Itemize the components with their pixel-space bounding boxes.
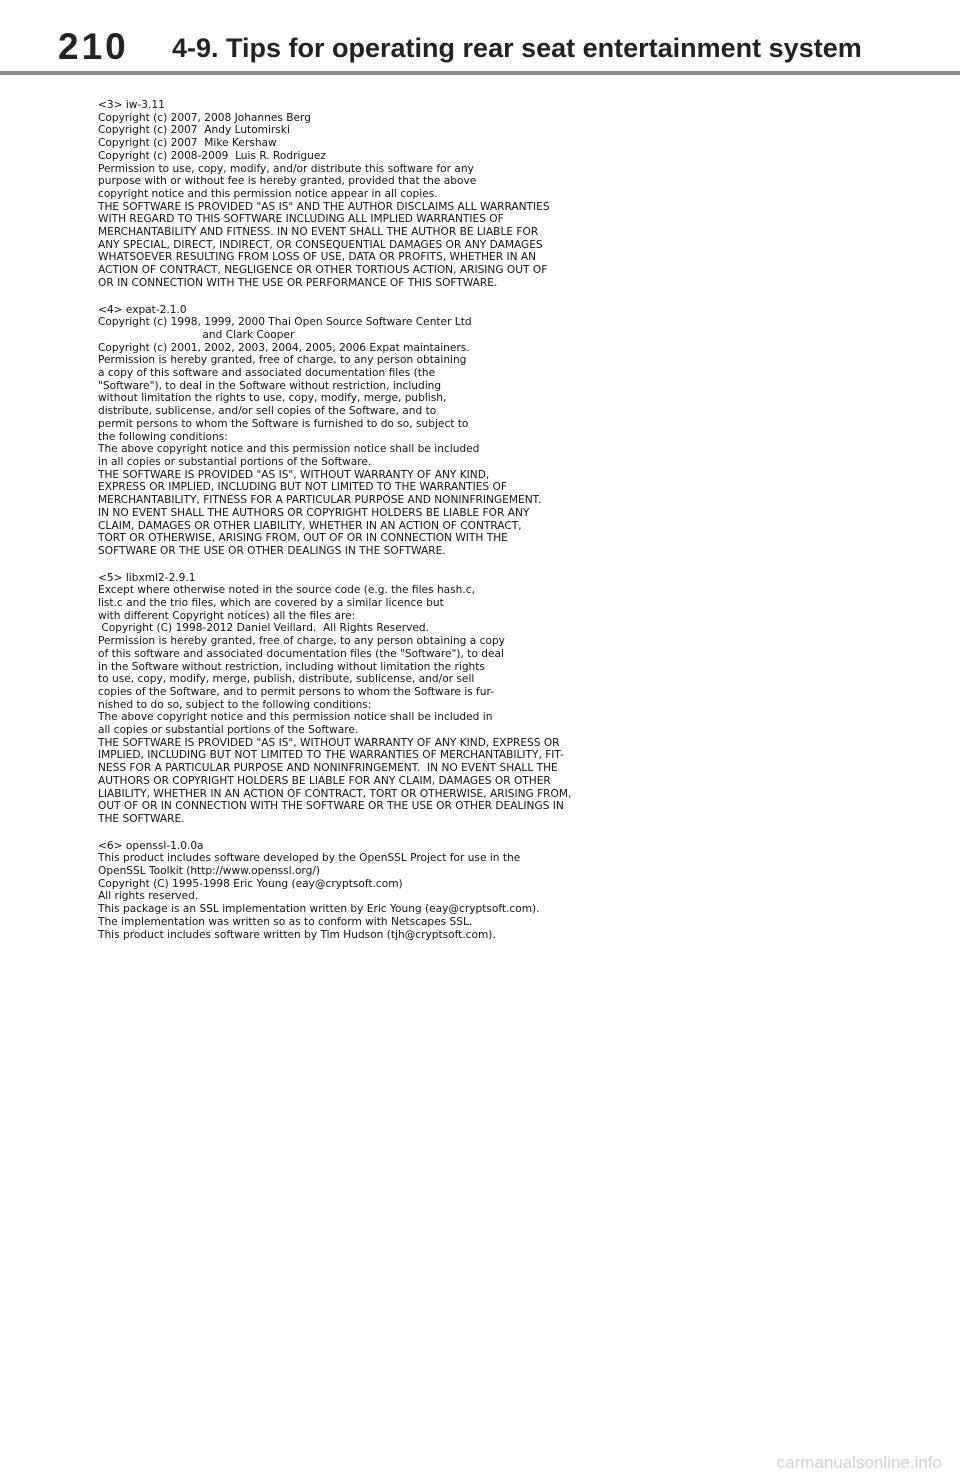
license-line: WITH REGARD TO THIS SOFTWARE INCLUDING ALL IMPLIED WARRANTIES OF bbox=[98, 213, 504, 226]
license-line: Permission is hereby granted, free of charge, to any person obtaining bbox=[98, 354, 467, 367]
license-heading: <3> iw-3.11 bbox=[98, 99, 165, 111]
license-heading: <4> expat-2.1.0 bbox=[98, 303, 187, 316]
license-line: AUTHORS OR COPYRIGHT HOLDERS BE LIABLE FOR ANY CLAIM, DAMAGES OR OTHER bbox=[98, 774, 551, 787]
license-line: purpose with or without fee is hereby granted, provided that the above bbox=[98, 175, 477, 188]
license-line: OUT OF OR IN CONNECTION WITH THE SOFTWARE OR THE USE OR OTHER DEALINGS IN bbox=[98, 800, 564, 813]
license-line: "Software"), to deal in the Software without restriction, including bbox=[98, 379, 442, 392]
license-line: nished to do so, subject to the following conditions: bbox=[98, 698, 372, 711]
license-line: The implementation was written so as to conform with Netscapes SSL. bbox=[98, 915, 473, 928]
license-line: Copyright (c) 2007, 2008 Johannes Berg bbox=[98, 111, 311, 124]
license-line: The above copyright notice and this permission notice shall be included in bbox=[98, 711, 493, 724]
license-heading: <6> openssl-1.0.0a bbox=[98, 839, 204, 852]
page-header bbox=[0, 0, 960, 80]
license-line: CLAIM, DAMAGES OR OTHER LIABILITY, WHETHER IN AN ACTION OF CONTRACT, bbox=[98, 519, 522, 532]
license-line: THE SOFTWARE. bbox=[98, 812, 185, 825]
license-line: Copyright (c) 2007 Mike Kershaw bbox=[98, 137, 277, 150]
license-line: ANY SPECIAL, DIRECT, INDIRECT, OR CONSEQUENTIAL DAMAGES OR ANY DAMAGES bbox=[98, 238, 543, 251]
license-section bbox=[98, 99, 938, 290]
license-line: all copies or substantial portions of the Software. bbox=[98, 724, 359, 737]
license-line: Copyright (c) 2007 Andy Lutomirski bbox=[98, 124, 290, 137]
license-line: permit persons to whom the Software is furnished to do so, subject to bbox=[98, 417, 469, 430]
license-line: the following conditions: bbox=[98, 430, 228, 443]
license-line: WHATSOEVER RESULTING FROM LOSS OF USE, DATA OR PROFITS, WHETHER IN AN bbox=[98, 251, 537, 264]
license-line: and Clark Cooper bbox=[98, 328, 295, 341]
license-line: OR IN CONNECTION WITH THE USE OR PERFORMANCE OF THIS SOFTWARE. bbox=[98, 276, 498, 289]
license-line: Except where otherwise noted in the source code (e.g. the files hash.c, bbox=[98, 584, 475, 597]
license-line: SOFTWARE OR THE USE OR OTHER DEALINGS IN THE SOFTWARE. bbox=[98, 544, 446, 557]
license-line: Copyright (c) 2001, 2002, 2003, 2004, 2005, 2006 Expat maintainers. bbox=[98, 341, 470, 354]
license-line: Copyright (C) 1995-1998 Eric Young (eay@cryptsoft.com) bbox=[98, 877, 403, 890]
license-line: The above copyright notice and this permission notice shall be included bbox=[98, 443, 480, 456]
license-line: in the Software without restriction, including without limitation the rights bbox=[98, 660, 485, 673]
license-line: Copyright (c) 2008-2009 Luis R. Rodriguez bbox=[98, 149, 326, 162]
license-line: THE SOFTWARE IS PROVIDED "AS IS" AND THE AUTHOR DISCLAIMS ALL WARRANTIES bbox=[98, 200, 550, 213]
license-line: MERCHANTABILITY AND FITNESS. IN NO EVENT SHALL THE AUTHOR BE LIABLE FOR bbox=[98, 226, 539, 239]
license-line: This package is an SSL implementation written by Eric Young (eay@cryptsoft.com). bbox=[98, 903, 540, 916]
license-line: LIABILITY, WHETHER IN AN ACTION OF CONTRACT, TORT OR OTHERWISE, ARISING FROM, bbox=[98, 787, 572, 800]
license-line: ACTION OF CONTRACT, NEGLIGENCE OR OTHER TORTIOUS ACTION, ARISING OUT OF bbox=[98, 264, 548, 277]
section-title: 4-9. Tips for operating rear seat entertainment system bbox=[172, 33, 862, 63]
license-line: Copyright (C) 1998-2012 Daniel Veillard. All Rights Reserved. bbox=[98, 622, 429, 635]
license-line: THE SOFTWARE IS PROVIDED "AS IS", WITHOUT WARRANTY OF ANY KIND, EXPRESS OR bbox=[98, 736, 560, 749]
license-line: to use, copy, modify, merge, publish, distribute, sublicense, and/or sell bbox=[98, 673, 475, 686]
license-line: TORT OR OTHERWISE, ARISING FROM, OUT OF OR IN CONNECTION WITH THE bbox=[98, 532, 508, 545]
license-line: OpenSSL Toolkit (http://www.openssl.org/) bbox=[98, 865, 321, 878]
license-line: Copyright (c) 1998, 1999, 2000 Thai Open Source Software Center Ltd bbox=[98, 316, 472, 329]
license-line: This product includes software developed by the OpenSSL Project for use in the bbox=[98, 852, 521, 865]
license-section bbox=[98, 572, 938, 826]
watermark: carmanualsonline.info bbox=[776, 1453, 942, 1472]
license-line: without limitation the rights to use, copy, modify, merge, publish, bbox=[98, 392, 447, 405]
license-line: of this software and associated documentation files (the "Software"), to deal bbox=[98, 647, 504, 660]
license-line: in all copies or substantial portions of the Software. bbox=[98, 455, 372, 468]
license-line: copyright notice and this permission notice appear in all copies. bbox=[98, 187, 438, 200]
license-heading: <5> libxml2-2.9.1 bbox=[98, 571, 196, 584]
license-line: This product includes software written by Tim Hudson (tjh@cryptsoft.com). bbox=[98, 928, 496, 941]
license-text-body bbox=[98, 99, 938, 955]
license-line: NESS FOR A PARTICULAR PURPOSE AND NONINFRINGEMENT. IN NO EVENT SHALL THE bbox=[98, 762, 558, 775]
license-line: a copy of this software and associated documentation files (the bbox=[98, 367, 436, 380]
page-number: 210 bbox=[58, 26, 129, 67]
license-section bbox=[98, 840, 938, 942]
license-line: MERCHANTABILITY, FITNESS FOR A PARTICULAR PURPOSE AND NONINFRINGEMENT. bbox=[98, 494, 542, 507]
license-line: list.c and the trio files, which are covered by a similar licence but bbox=[98, 597, 444, 610]
license-line: Permission to use, copy, modify, and/or distribute this software for any bbox=[98, 162, 474, 175]
license-line: EXPRESS OR IMPLIED, INCLUDING BUT NOT LIMITED TO THE WARRANTIES OF bbox=[98, 481, 507, 494]
header-rule bbox=[0, 71, 960, 75]
license-line: Permission is hereby granted, free of charge, to any person obtaining a copy bbox=[98, 635, 505, 648]
license-line: with different Copyright notices) all the files are: bbox=[98, 609, 356, 622]
license-line: copies of the Software, and to permit persons to whom the Software is fur- bbox=[98, 685, 494, 698]
license-line: IMPLIED, INCLUDING BUT NOT LIMITED TO THE WARRANTIES OF MERCHANTABILITY, FIT- bbox=[98, 749, 564, 762]
license-line: THE SOFTWARE IS PROVIDED "AS IS", WITHOUT WARRANTY OF ANY KIND, bbox=[98, 468, 490, 481]
license-line: distribute, sublicense, and/or sell copies of the Software, and to bbox=[98, 405, 437, 418]
license-section bbox=[98, 304, 938, 558]
license-line: IN NO EVENT SHALL THE AUTHORS OR COPYRIGHT HOLDERS BE LIABLE FOR ANY bbox=[98, 506, 530, 519]
license-line: All rights reserved. bbox=[98, 890, 199, 903]
